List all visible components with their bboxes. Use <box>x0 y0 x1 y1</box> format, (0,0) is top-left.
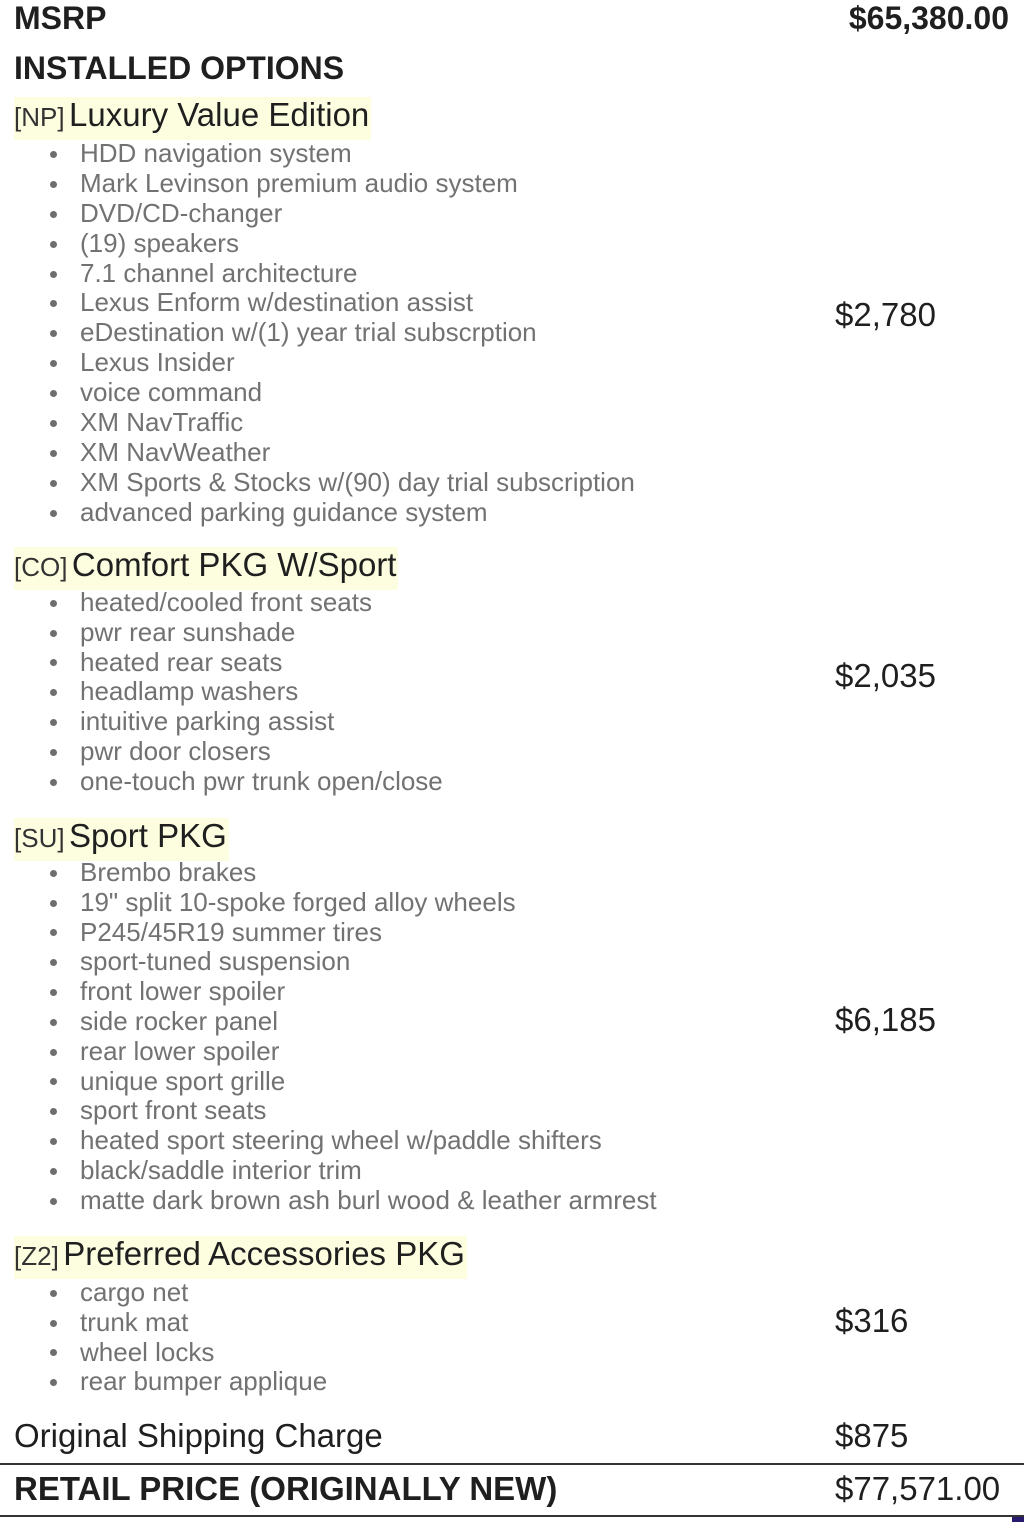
package-item: sport front seats <box>0 1096 657 1126</box>
package-item: side rocker panel <box>0 1007 657 1037</box>
package-item: front lower spoiler <box>0 977 657 1007</box>
package-name: Comfort PKG W/Sport <box>71 546 397 583</box>
total-divider-top <box>0 1463 1024 1465</box>
package-item: black/saddle interior trim <box>0 1156 657 1186</box>
package-code: [CO] <box>14 552 68 582</box>
package-item: heated/cooled front seats <box>0 588 443 618</box>
package-item: trunk mat <box>0 1308 327 1338</box>
package-name: Sport PKG <box>69 817 227 854</box>
total-divider-bottom <box>0 1515 1024 1517</box>
package-item: one-touch pwr trunk open/close <box>0 767 443 797</box>
shipping-label: Original Shipping Charge <box>14 1417 383 1454</box>
package-item: XM Sports & Stocks w/(90) day trial subscription <box>0 468 635 498</box>
package-item: heated sport steering wheel w/paddle shifters <box>0 1126 657 1156</box>
package-items <box>0 1278 327 1397</box>
package-item: (19) speakers <box>0 229 635 259</box>
package-item: advanced parking guidance system <box>0 498 635 528</box>
package-price: $2,780 <box>835 296 936 333</box>
package-price: $2,035 <box>835 657 936 694</box>
package-price: $316 <box>835 1302 909 1339</box>
package-item: unique sport grille <box>0 1067 657 1097</box>
package-price: $6,185 <box>835 1001 936 1038</box>
package-code: [SU] <box>14 823 65 853</box>
package-title <box>14 547 398 590</box>
package-code: [NP] <box>14 102 65 132</box>
package-item: headlamp washers <box>0 677 443 707</box>
package-item: voice command <box>0 378 635 408</box>
package-title <box>14 818 229 861</box>
package-code: [Z2] <box>14 1241 59 1271</box>
package-item: 7.1 channel architecture <box>0 259 635 289</box>
package-item: XM NavTraffic <box>0 408 635 438</box>
package-title <box>14 1236 467 1279</box>
package-items <box>0 139 635 528</box>
package-item: HDD navigation system <box>0 139 635 169</box>
retail-price-label: RETAIL PRICE (ORIGINALLY NEW) <box>14 1470 558 1507</box>
installed-options-heading: INSTALLED OPTIONS <box>14 50 345 86</box>
package-items <box>0 588 443 797</box>
package-item: matte dark brown ash burl wood & leather armrest <box>0 1186 657 1216</box>
package-item: pwr door closers <box>0 737 443 767</box>
package-item: DVD/CD-changer <box>0 199 635 229</box>
package-name: Luxury Value Edition <box>69 96 370 133</box>
msrp-row <box>14 0 1010 40</box>
package-item: pwr rear sunshade <box>0 618 443 648</box>
msrp-value: $65,380.00 <box>848 0 1009 36</box>
package-item: 19" split 10-spoke forged alloy wheels <box>0 888 657 918</box>
corner-mark <box>1012 1517 1024 1522</box>
package-item: rear bumper applique <box>0 1367 327 1397</box>
shipping-value: $875 <box>835 1417 909 1454</box>
package-item: P245/45R19 summer tires <box>0 918 657 948</box>
package-item: rear lower spoiler <box>0 1037 657 1067</box>
package-item: eDestination w/(1) year trial subscrption <box>0 318 635 348</box>
package-title <box>14 97 371 140</box>
package-item: wheel locks <box>0 1338 327 1368</box>
retail-price-value: $77,571.00 <box>835 1470 1001 1507</box>
package-item: Mark Levinson premium audio system <box>0 169 635 199</box>
package-name: Preferred Accessories PKG <box>63 1235 465 1272</box>
package-item: Brembo brakes <box>0 858 657 888</box>
package-item: cargo net <box>0 1278 327 1308</box>
package-items <box>0 858 657 1216</box>
package-item: Lexus Insider <box>0 348 635 378</box>
package-item: XM NavWeather <box>0 438 635 468</box>
package-item: sport-tuned suspension <box>0 947 657 977</box>
msrp-label: MSRP <box>14 0 107 36</box>
package-item: intuitive parking assist <box>0 707 443 737</box>
package-item: heated rear seats <box>0 648 443 678</box>
package-item: Lexus Enform w/destination assist <box>0 288 635 318</box>
